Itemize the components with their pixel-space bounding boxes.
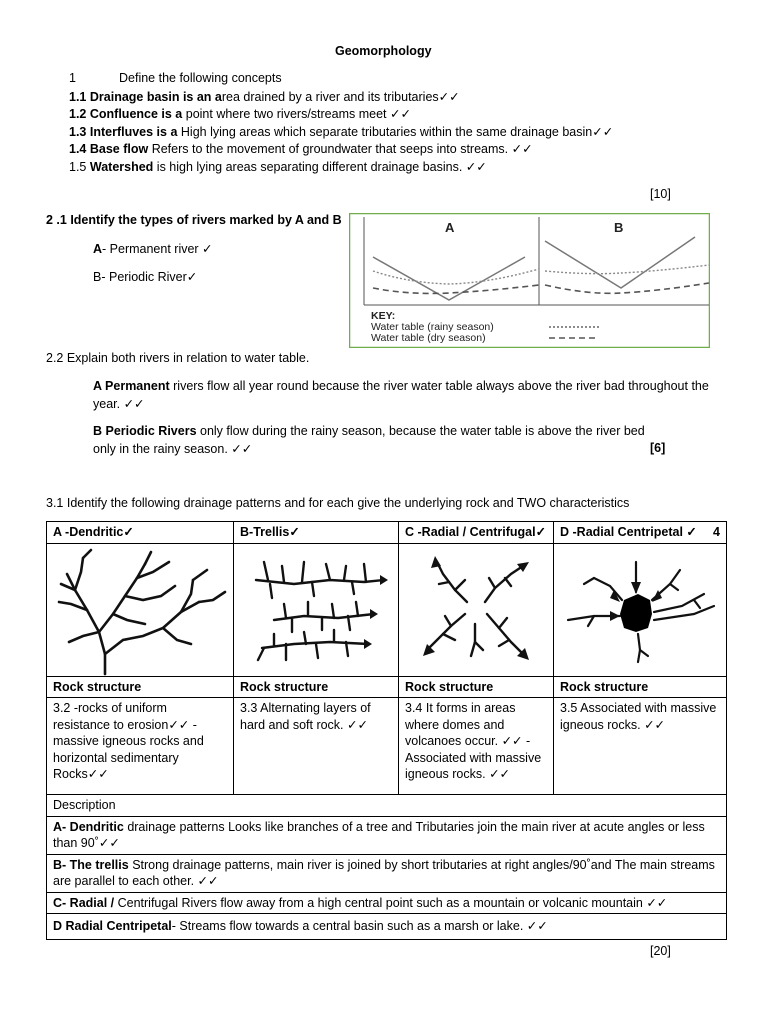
q1-item-text: is high lying areas separating different drainage basins. ✓✓	[153, 160, 487, 174]
q31-question: 3.1 Identify the following drainage patterns and for each give the underlying rock and TWO characteristics	[46, 496, 630, 510]
water-table-diagram	[349, 213, 710, 348]
description-radial-centrifugal	[47, 892, 727, 914]
q21-question: 2 .1 Identify the types of rivers marked by A and B	[46, 213, 342, 227]
q22-b-text: only flow during the rainy season, because the water table is above the river bed only in the rainy season. ✓✓	[93, 424, 645, 456]
table-row	[47, 676, 727, 698]
description-term: A- Dendritic	[53, 819, 124, 834]
central-basin-shape	[620, 594, 652, 632]
q1-marks: [10]	[650, 187, 671, 201]
q21-b-label: B	[93, 270, 102, 284]
q1-item-num: 1.5	[69, 160, 87, 174]
q1-item-term: Interfluves is a	[89, 125, 178, 139]
header-trellis: B-Trellis✓	[234, 522, 399, 544]
q1-item-num: 1.2	[69, 107, 87, 121]
q1-item-text: rea drained by a river and its tributaries✓✓	[221, 90, 460, 104]
table-row	[47, 698, 727, 795]
q21-answer-b	[93, 269, 197, 284]
header-radial-centripetal	[554, 522, 727, 544]
rock-structure-trellis: 3.3 Alternating layers of hard and soft rock. ✓✓	[234, 698, 399, 795]
table-row	[47, 795, 727, 817]
graph-key-title: KEY:	[371, 310, 396, 322]
table-row	[47, 914, 727, 940]
q1-number: 1	[69, 71, 76, 85]
q1-item-text: point where two rivers/streams meet ✓✓	[182, 107, 411, 121]
description-dendritic	[47, 816, 727, 854]
q22-answer-a	[93, 378, 723, 413]
q31-marks: [20]	[650, 944, 671, 958]
description-label: Description	[47, 795, 727, 817]
rock-structure-label: Rock structure	[47, 676, 234, 698]
header-radial-centrifugal: C -Radial / Centrifugal✓	[399, 522, 554, 544]
description-trellis	[47, 854, 727, 892]
radial-centrifugal-pattern-image	[399, 544, 554, 676]
q1-item-num: 1.4	[69, 142, 87, 156]
q1-instruction: Define the following concepts	[119, 71, 282, 85]
radial-centripetal-pattern-image	[554, 544, 727, 676]
table-row	[47, 892, 727, 914]
q1-item	[69, 124, 613, 139]
description-text: Strong drainage patterns, main river is joined by short tributaries at right angles/90˚and The main streams are parallel to each other. ✓✓	[53, 857, 715, 888]
q22-b-term: B Periodic Rivers	[93, 424, 197, 438]
header-mark: 4	[713, 525, 720, 539]
radial-centrifugal-image-cell	[399, 543, 554, 676]
q1-item-term: Confluence is a	[89, 107, 183, 121]
rock-structure-radial-centripetal: 3.5 Associated with massive igneous rocks. ✓✓	[554, 698, 727, 795]
q22-a-text: rivers flow all year round because the river water table always above the river bad throughout the year. ✓✓	[93, 379, 709, 411]
rock-structure-label: Rock structure	[399, 676, 554, 698]
q21-b-text: - Periodic River✓	[101, 270, 198, 284]
q1-item-term: Watershed	[89, 160, 154, 174]
q1-item	[69, 141, 533, 156]
dendritic-pattern-image	[47, 544, 234, 676]
q22-marks: [6]	[650, 441, 666, 455]
dendritic-image-cell	[47, 543, 234, 676]
description-term: C- Radial /	[53, 895, 115, 910]
q22-question: 2.2 Explain both rivers in relation to water table.	[46, 351, 310, 365]
q22-answer-b	[93, 423, 653, 458]
table-row	[47, 854, 727, 892]
q1-item	[69, 159, 487, 174]
graph-label-a: A	[445, 220, 455, 235]
q1-item	[69, 89, 460, 104]
q1-item-num: 1.3	[69, 125, 87, 139]
q1-item-term: Base flow	[89, 142, 149, 156]
graph-key-rainy: Water table (rainy season)	[371, 321, 494, 333]
trellis-image-cell	[234, 543, 399, 676]
header-radial-centripetal-label: D -Radial Centripetal ✓	[560, 525, 697, 539]
description-text: - Streams flow towards a central basin such as a marsh or lake. ✓✓	[171, 919, 548, 933]
q21-a-text: - Permanent river ✓	[102, 242, 213, 256]
q1-item-text: High lying areas which separate tributaries within the same drainage basin✓✓	[177, 125, 614, 139]
q1-item-term: Drainage basin is an a	[89, 90, 222, 104]
q1-item-text: Refers to the movement of groundwater that seeps into streams. ✓✓	[148, 142, 533, 156]
q21-answer-a	[93, 241, 213, 256]
description-radial-centripetal	[47, 914, 727, 940]
description-text: Centrifugal Rivers flow away from a high central point such as a mountain or volcanic mountain ✓✓	[114, 895, 668, 910]
graph-key-dry: Water table (dry season)	[371, 332, 486, 344]
q1-item-num: 1.1	[69, 90, 87, 104]
graph-label-b: B	[614, 220, 624, 235]
q21-a-label: A	[93, 242, 103, 256]
drainage-patterns-table	[46, 521, 727, 940]
rock-structure-radial-centrifugal: 3.4 It forms in areas where domes and volcanoes occur. ✓✓ -Associated with massive igneous rocks. ✓✓	[399, 698, 554, 795]
table-row	[47, 543, 727, 676]
rock-structure-label: Rock structure	[234, 676, 399, 698]
water-table-diagram-svg	[349, 213, 710, 348]
rock-structure-label: Rock structure	[554, 676, 727, 698]
table-row	[47, 522, 727, 544]
description-term: D Radial Centripetal	[53, 919, 172, 933]
radial-centripetal-image-cell	[554, 543, 727, 676]
description-text: drainage patterns Looks like branches of a tree and Tributaries join the main river at acute angles or less than 90˚✓✓	[53, 819, 705, 850]
trellis-pattern-image	[234, 544, 399, 676]
q1-item	[69, 106, 411, 121]
page-title: Geomorphology	[335, 44, 432, 58]
q22-a-term: A Permanent	[93, 379, 170, 393]
rock-structure-dendritic: 3.2 -rocks of uniform resistance to erosion✓✓ - massive igneous rocks and horizontal sedimentary Rocks✓✓	[47, 698, 234, 795]
header-dendritic: A -Dendritic✓	[47, 522, 234, 544]
description-term: B- The trellis	[53, 857, 129, 872]
table-row	[47, 816, 727, 854]
